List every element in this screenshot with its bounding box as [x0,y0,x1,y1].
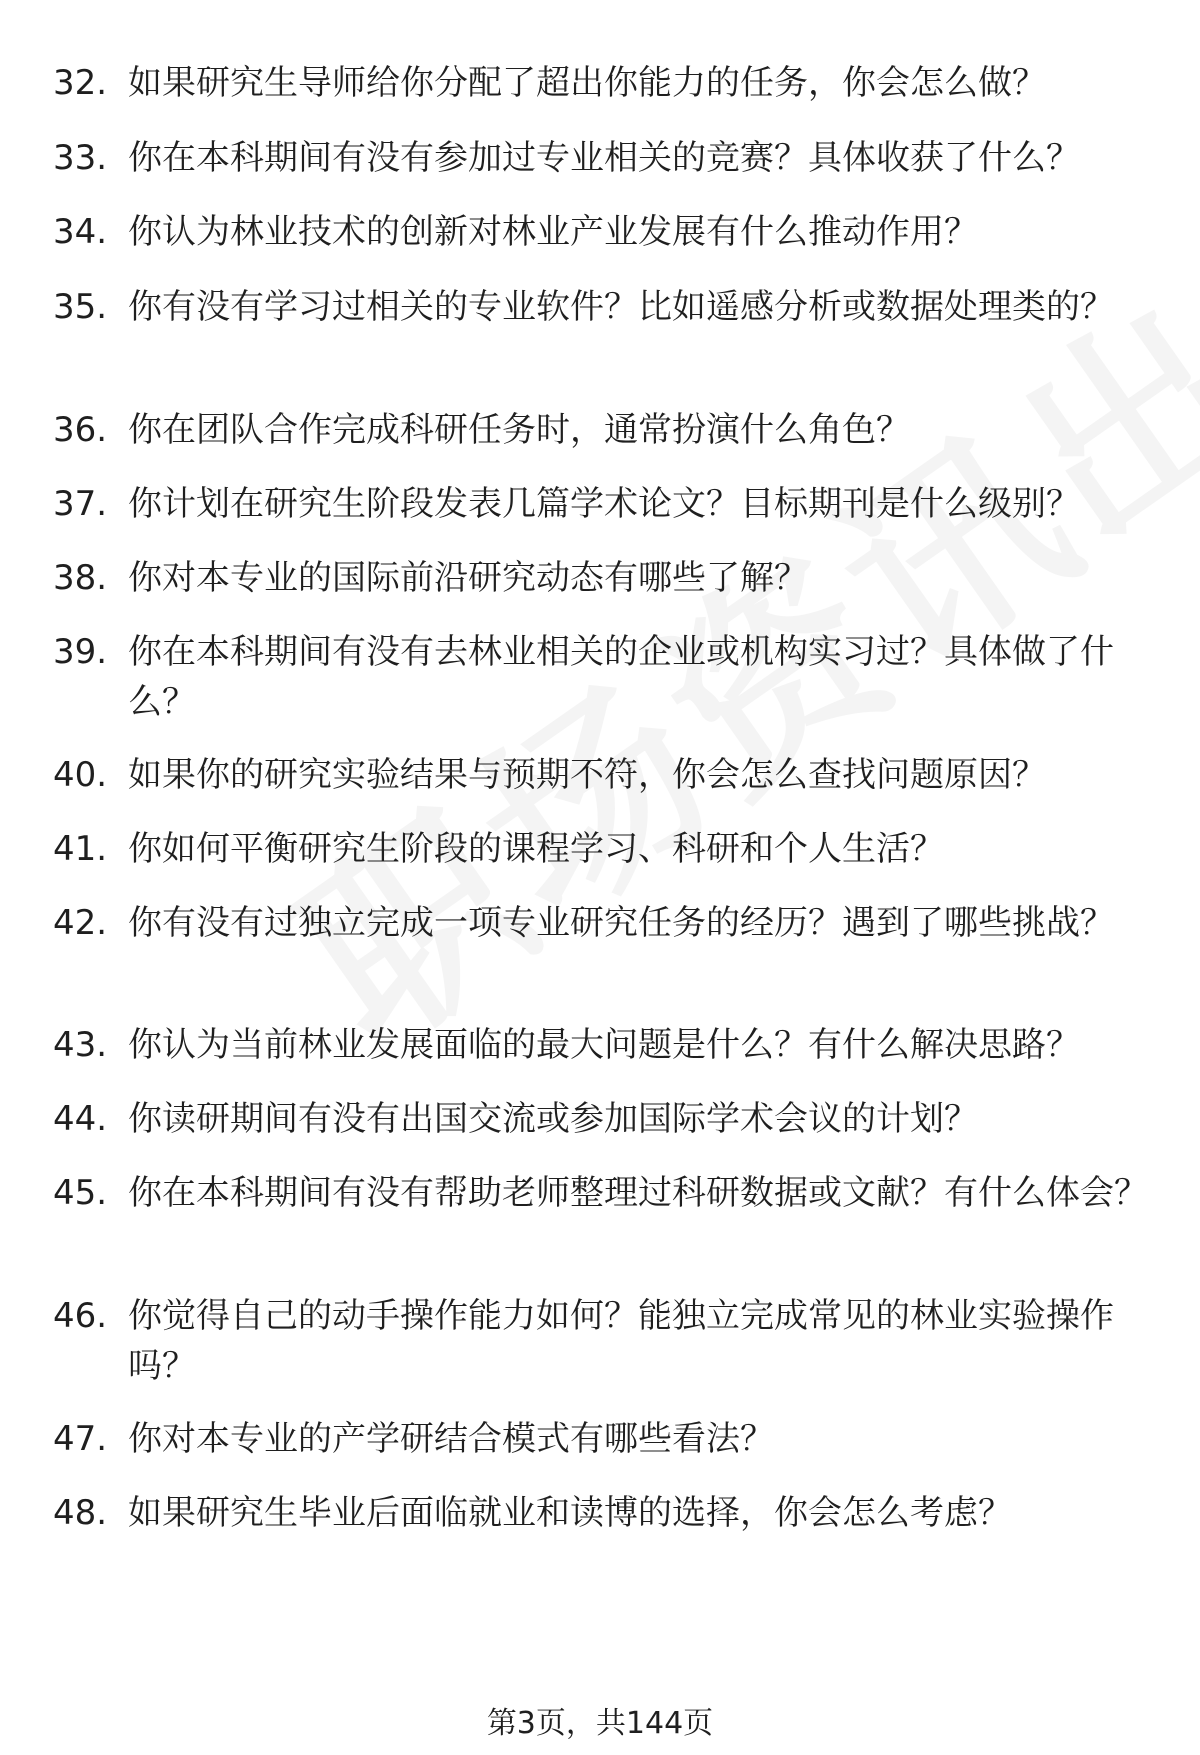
question-text: 你有没有过独立完成一项专业研究任务的经历？遇到了哪些挑战？ [128,903,1114,943]
question-number: 35. [53,287,108,327]
question-text: 你在本科期间有没有帮助老师整理过科研数据或文献？有什么体会？ [128,1173,1148,1213]
question-text: 你读研期间有没有出国交流或参加国际学术会议的计划？ [128,1099,978,1139]
question-number: 36. [53,410,108,450]
question-number: 44. [53,1099,108,1139]
question-text: 你觉得自己的动手操作能力如何？能独立完成常见的林业实验操作吗？ [128,1296,1114,1386]
question-text: 你对本专业的国际前沿研究动态有哪些了解？ [128,558,808,598]
question-number: 43. [53,1025,108,1065]
question-number: 34. [53,212,108,252]
question-number: 41. [53,829,108,869]
question-number: 47. [53,1419,108,1459]
question-number: 45. [53,1173,108,1213]
question-text: 你对本专业的产学研结合模式有哪些看法？ [128,1419,774,1459]
question-number: 48. [53,1493,108,1533]
question-text: 你有没有学习过相关的专业软件？比如遥感分析或数据处理类的？ [128,287,1114,327]
question-number: 37. [53,484,108,524]
question-number: 42. [53,903,108,943]
question-number: 32. [53,63,108,103]
question-number: 39. [53,632,108,672]
question-text: 你认为当前林业发展面临的最大问题是什么？有什么解决思路？ [128,1025,1080,1065]
question-number: 40. [53,755,108,795]
question-number: 38. [53,558,108,598]
question-text: 你在团队合作完成科研任务时，通常扮演什么角色？ [128,410,910,450]
page-number: 第3页，共144页 [486,1706,714,1741]
question-text: 你在本科期间有没有参加过专业相关的竞赛？具体收获了什么？ [128,138,1080,178]
question-text: 如果研究生毕业后面临就业和读博的选择，你会怎么考虑？ [128,1493,1012,1533]
question-number: 33. [53,138,108,178]
question-text: 你计划在研究生阶段发表几篇学术论文？目标期刊是什么级别？ [128,484,1080,524]
question-text: 如果研究生导师给你分配了超出你能力的任务，你会怎么做？ [128,63,1046,103]
question-text: 如果你的研究实验结果与预期不符，你会怎么查找问题原因？ [128,755,1046,795]
question-number: 46. [53,1296,108,1336]
question-text: 你认为林业技术的创新对林业产业发展有什么推动作用？ [128,212,978,252]
question-text: 你在本科期间有没有去林业相关的企业或机构实习过？具体做了什么？ [128,632,1114,722]
question-text: 你如何平衡研究生阶段的课程学习、科研和个人生活？ [128,829,944,869]
